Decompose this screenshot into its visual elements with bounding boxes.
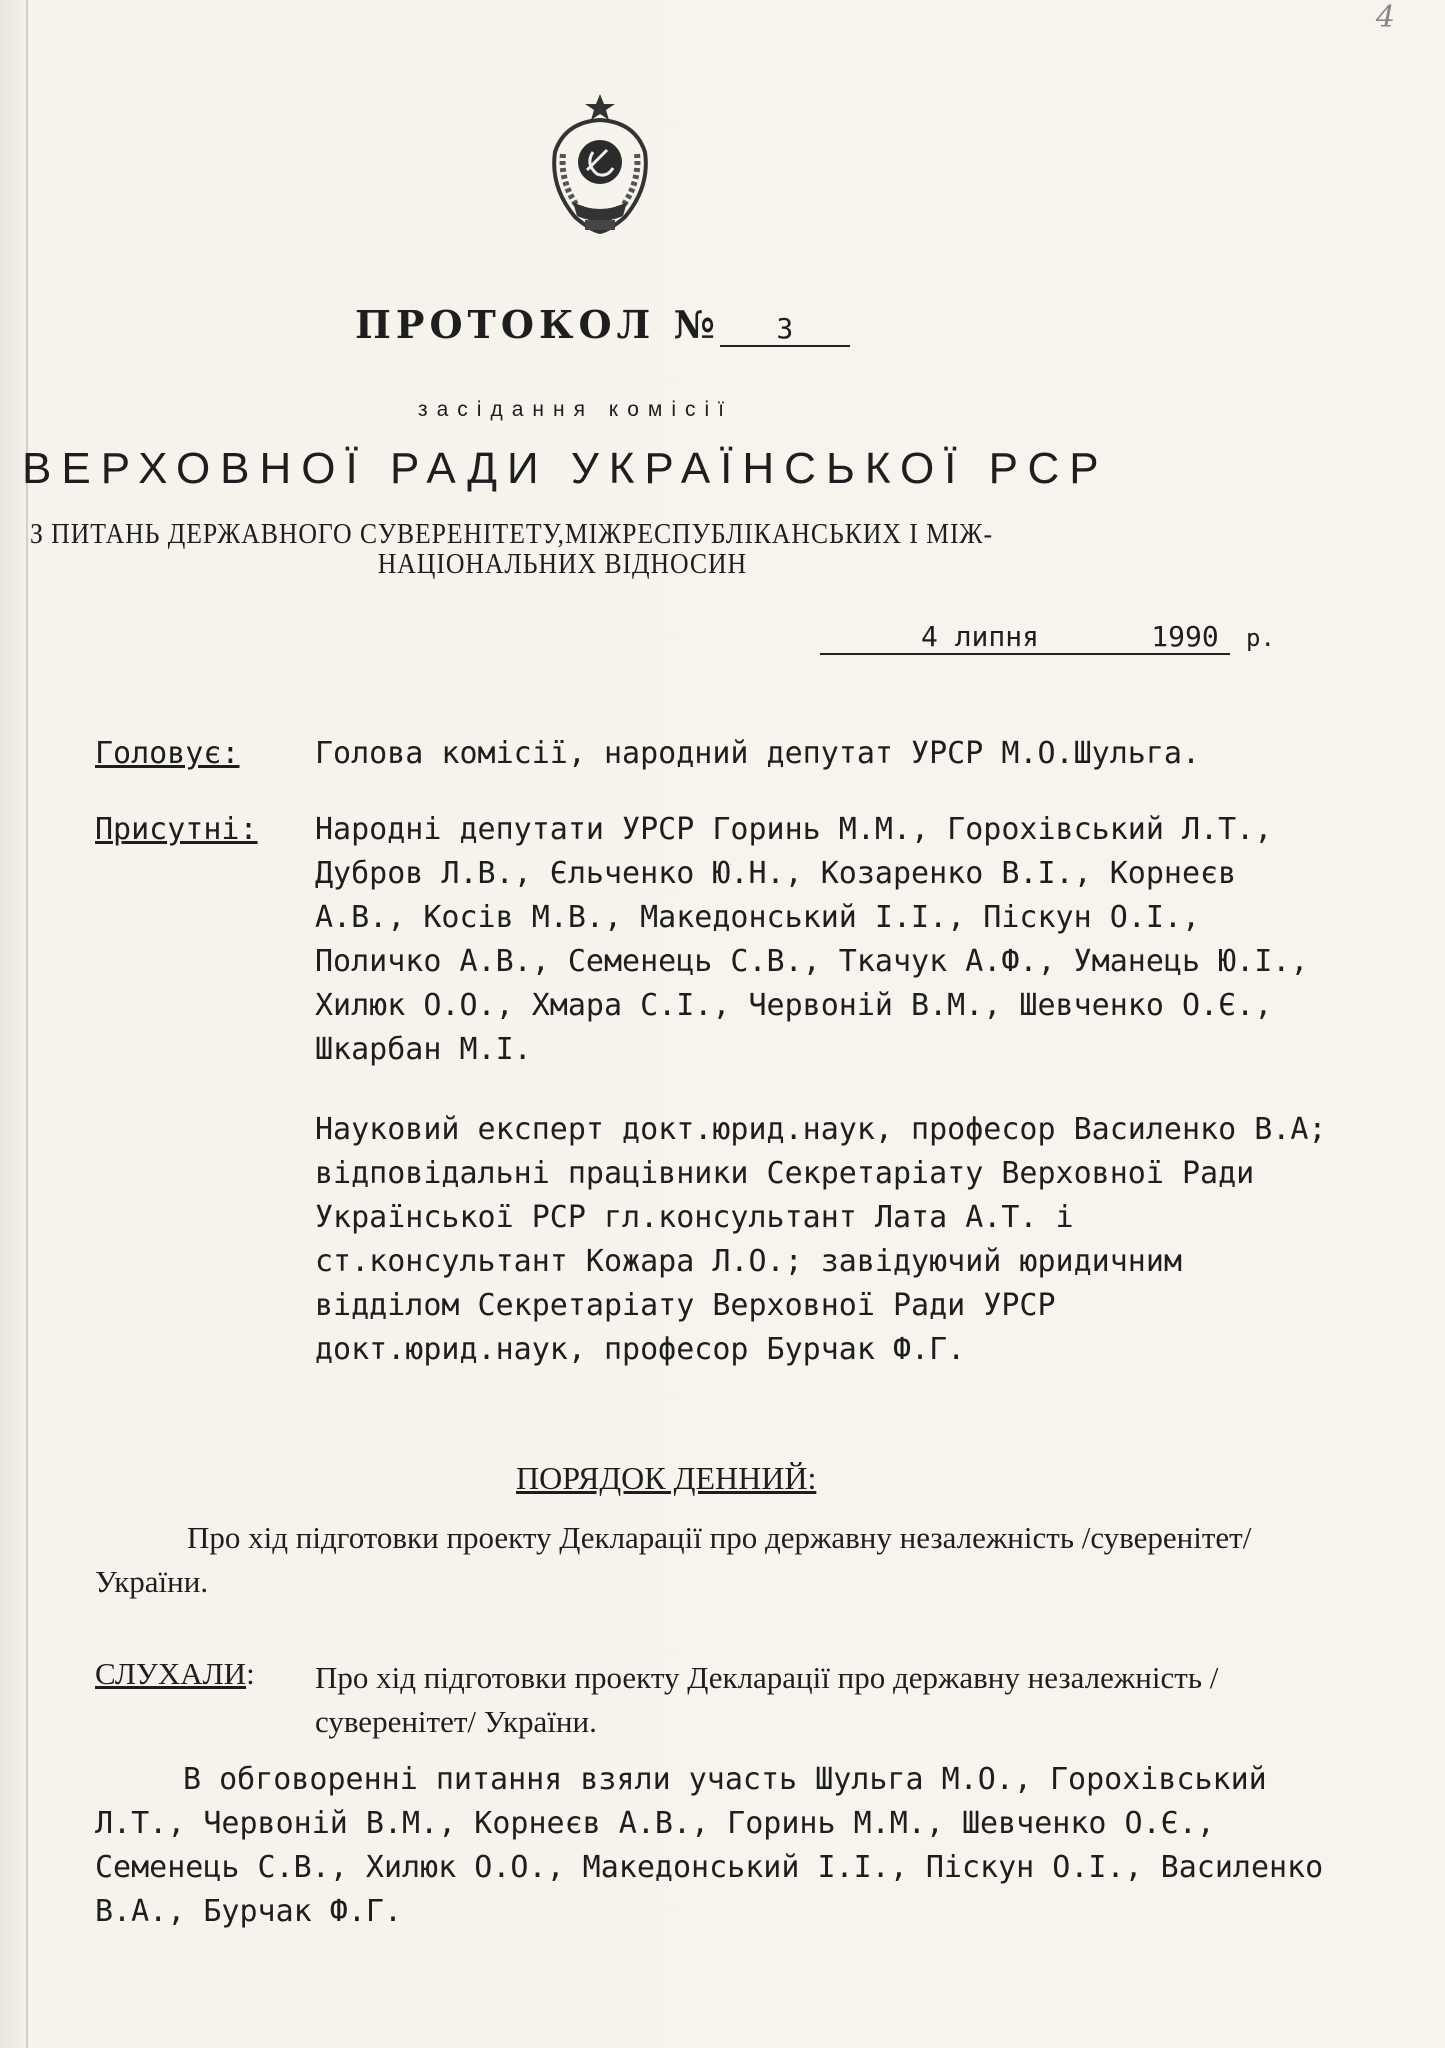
meeting-day-month: 4 липня (820, 620, 1140, 655)
agenda-text: Про хід підготовки проекту Декларації про державну незалежність /суверенітет/ України. (95, 1520, 1252, 1599)
chair-label: Головує: (95, 736, 240, 771)
commission-name-line-2: НАЦІОНАЛЬНИХ ВІДНОСИН (377, 549, 748, 580)
protocol-subtitle: засідання комісії (418, 398, 734, 421)
corner-page-mark: 4 (1375, 0, 1395, 35)
agenda-heading: ПОРЯДОК ДЕННИЙ: (516, 1460, 817, 1496)
meeting-year: 1990 (1140, 620, 1230, 655)
heard-text: Про хід підготовки проекту Декларації про державну незалежність /суверенітет/ України. (315, 1660, 1219, 1739)
discussion-paragraph: В обговоренні питання взяли участь Шульга М.О., Горохівський Л.Т., Червоній В.М., Корнеєв А.В., Горинь М.М., Шевченко О.Є., Семенець С.В., Хилюк О.О., Македонський І.І., Піскун О.І., Василенко В.А., Бурчак Ф.Г. (95, 1762, 1324, 1929)
heard-label (95, 1656, 255, 1692)
meeting-date (820, 620, 1275, 655)
year-suffix: р. (1246, 624, 1275, 652)
chair-row (95, 732, 1335, 776)
present-deputies: Народні депутати УРСР Горинь М.М., Горохівський Л.Т., Дубров Л.В., Єльченко Ю.Н., Козаренко В.І., Корнеєв А.В., Косів М.В., Македонський І.І., Піскун О.І., Поличко А.В., Семенець С.В., Ткачук А.Ф., Уманець Ю.І., Хилюк О.О., Хмара С.І., Червоній В.М., Шевченко О.Є., Шкарбан М.І. (315, 812, 1309, 1067)
present-experts: Науковий експерт докт.юрид.наук, професор Василенко В.А; відповідальні працівники Секретаріату Верховної Ради Української РСР гл.консультант Лата А.Т. і ст.консультант Кожара Л.О.; завідуючий юридичним відділом Секретаріату Верховної Ради УРСР докт.юрид.наук, професор Бурчак Ф.Г. (315, 1112, 1327, 1367)
present-row (95, 808, 1335, 1072)
page-edge (26, 0, 28, 2048)
heard-label-text: СЛУХАЛИ (95, 1656, 247, 1691)
commission-name-line-1: З ПИТАНЬ ДЕРЖАВНОГО СУВЕРЕНІТЕТУ,МІЖРЕСПУБЛІКАНСЬКИХ І МІЖ- (30, 519, 993, 550)
commission-name (30, 520, 1079, 580)
heard-label-colon: : (246, 1656, 255, 1691)
present-label: Присутні: (95, 812, 258, 847)
organization-name: ВЕРХОВНОЇ РАДИ УКРАЇНСЬКОЇ РСР (22, 444, 1109, 493)
chair-text: Голова комісії, народний депутат УРСР М.О.Шульга. (315, 736, 1201, 771)
protocol-title-text: ПРОТОКОЛ № (355, 302, 720, 347)
state-emblem-icon (535, 92, 665, 242)
protocol-number: 3 (720, 312, 850, 347)
protocol-title (355, 302, 915, 347)
